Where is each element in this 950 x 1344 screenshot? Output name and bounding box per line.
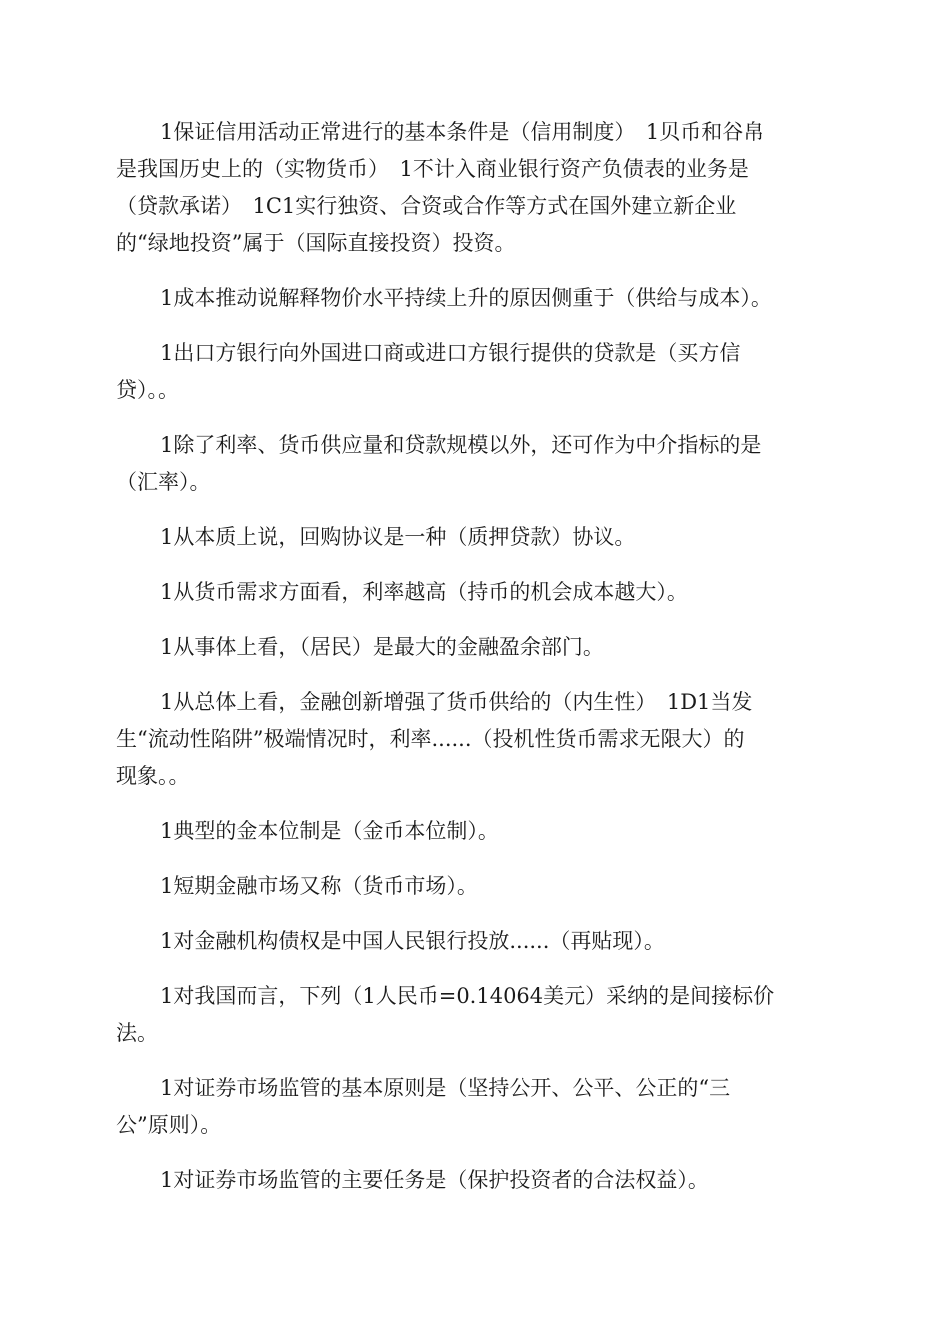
paragraph bbox=[116, 813, 836, 850]
paragraph-line: 1短期金融市场又称（货币市场）。 bbox=[160, 874, 478, 898]
paragraph bbox=[116, 427, 836, 501]
document-body bbox=[116, 114, 836, 1217]
paragraph-line: 1从总体上看，金融创新增强了货币供给的（内生性） 1D1当发 bbox=[160, 690, 753, 714]
paragraph-line: 法。 bbox=[116, 1021, 158, 1045]
paragraph-line: 1出口方银行向外国进口商或进口方银行提供的贷款是（买方信 bbox=[160, 341, 741, 365]
paragraph-line: 1保证信用活动正常进行的基本条件是（信用制度） 1贝币和谷帛 bbox=[160, 120, 765, 144]
paragraph-line: 1从本质上说，回购协议是一种（质押贷款）协议。 bbox=[160, 525, 636, 549]
paragraph bbox=[116, 335, 836, 409]
paragraph-line: 贷）。。 bbox=[116, 378, 179, 402]
paragraph-line: 1典型的金本位制是（金币本位制）。 bbox=[160, 819, 499, 843]
paragraph-line: 生“流动性陷阱”极端情况时，利率......（投机性货币需求无限大）的 bbox=[116, 727, 745, 751]
paragraph-line: 1对我国而言，下列（1人民币=0.14064美元）采纳的是间接标价 bbox=[160, 984, 775, 1008]
paragraph-line: 现象。。 bbox=[116, 764, 190, 788]
paragraph-line: 1对证券市场监管的主要任务是（保护投资者的合法权益）。 bbox=[160, 1168, 709, 1192]
paragraph bbox=[116, 114, 836, 262]
paragraph-line: 1从事体上看，（居民）是最大的金融盈余部门。 bbox=[160, 635, 604, 659]
paragraph bbox=[116, 574, 836, 611]
paragraph-line: 1成本推动说解释物价水平持续上升的原因侧重于（供给与成本）。 bbox=[160, 286, 772, 310]
paragraph-line: 1除了利率、货币供应量和贷款规模以外，还可作为中介指标的是 bbox=[160, 433, 762, 457]
paragraph bbox=[116, 684, 836, 795]
paragraph bbox=[116, 978, 836, 1052]
paragraph-line: （贷款承诺） 1C1实行独资、合资或合作等方式在国外建立新企业 bbox=[116, 194, 737, 218]
paragraph-line: （汇率）。 bbox=[116, 470, 211, 494]
paragraph bbox=[116, 923, 836, 960]
paragraph bbox=[116, 1070, 836, 1144]
paragraph-line: 1对证券市场监管的基本原则是（坚持公开、公平、公正的“三 bbox=[160, 1076, 731, 1100]
paragraph-line: 的“绿地投资”属于（国际直接投资）投资。 bbox=[116, 231, 516, 255]
paragraph-line: 是我国历史上的（实物货币） 1不计入商业银行资产负债表的业务是 bbox=[116, 157, 749, 181]
paragraph-line: 1从货币需求方面看，利率越高（持币的机会成本越大）。 bbox=[160, 580, 688, 604]
paragraph bbox=[116, 868, 836, 905]
paragraph bbox=[116, 519, 836, 556]
paragraph bbox=[116, 629, 836, 666]
paragraph-line: 公”原则）。 bbox=[116, 1113, 222, 1137]
paragraph-line: 1对金融机构债权是中国人民银行投放......（再贴现）。 bbox=[160, 929, 665, 953]
paragraph bbox=[116, 1162, 836, 1199]
paragraph bbox=[116, 280, 836, 317]
